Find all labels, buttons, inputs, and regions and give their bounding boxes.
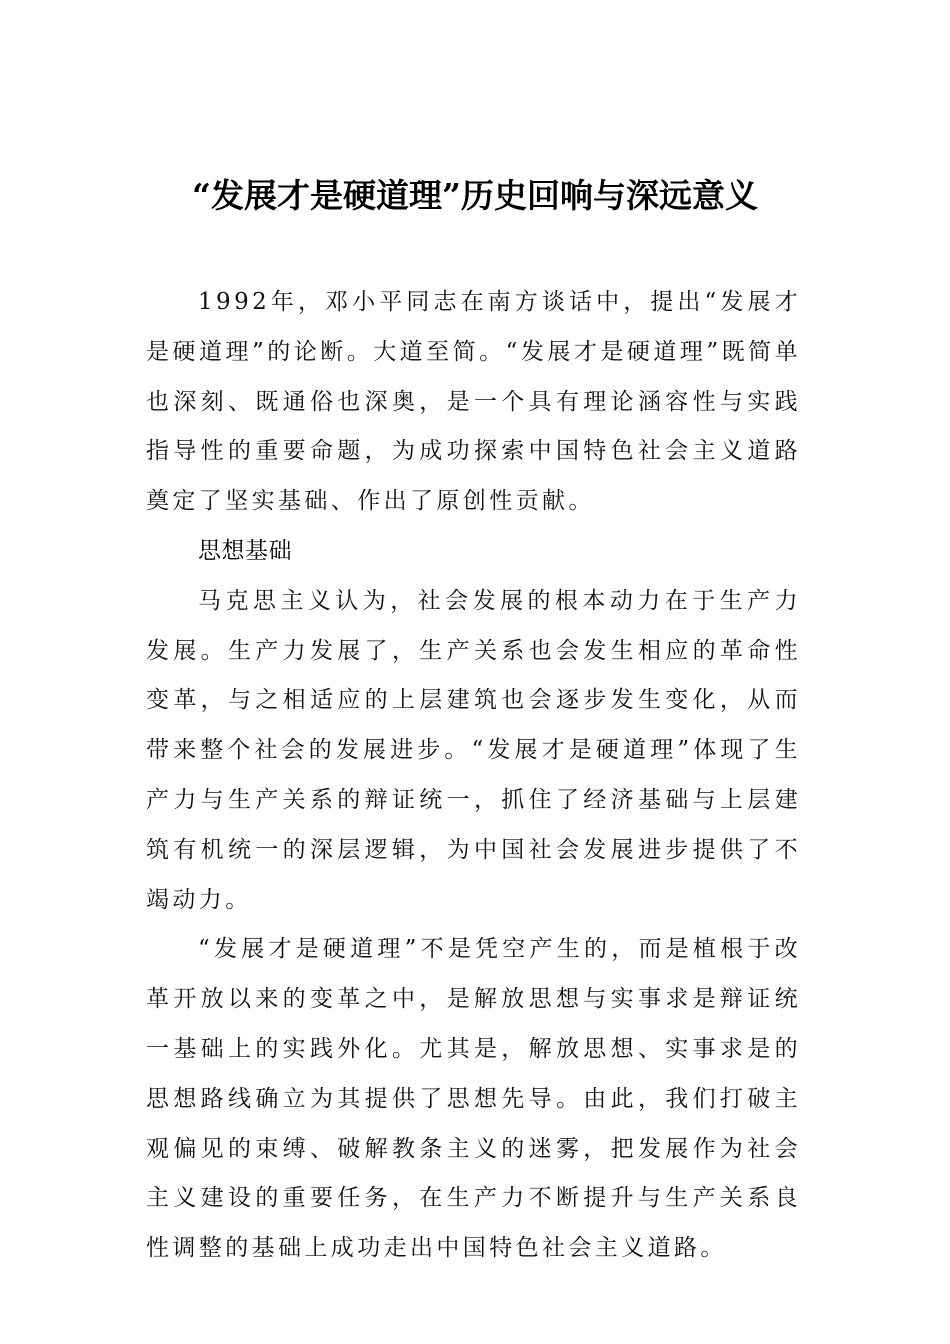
body-paragraph-2: “发展才是硬道理”不是凭空产生的，而是植根于改革开放以来的变革之中，是解放思想与实事求是辩证统一基础上的实践外化。尤其是，解放思想、实事求是的思想路线确立为其提供了思想先导。由此，我们打破主观偏见的束缚、破解教条主义的迷雾，把发展作为社会主义建设的重要任务，在生产力不断提升与生产关系良性调整的基础上成功走出中国特色社会主义道路。 [146,936,801,1262]
section-heading: 思想基础 [198,537,292,564]
document-body [146,278,801,1274]
body-paragraph-1: 马克思主义认为，社会发展的根本动力在于生产力发展。生产力发展了，生产关系也会发生相应的革命性变革，与之相适应的上层建筑也会逐步发生变化，从而带来整个社会的发展进步。“发展才是硬道理”体现了生产力与生产关系的辩证统一，抓住了经济基础与上层建筑有机统一的深层逻辑，为中国社会发展进步提供了不竭动力。 [146,587,801,913]
document-title: “发展才是硬道理”历史回响与深远意义 [192,176,758,215]
intro-paragraph: 1992年，邓小平同志在南方谈话中，提出“发展才是硬道理”的论断。大道至简。“发展才是硬道理”既简单也深刻、既通俗也深奥，是一个具有理论涵容性与实践指导性的重要命题，为成功探索中国特色社会主义道路奠定了坚实基础、作出了原创性贡献。 [146,289,801,515]
